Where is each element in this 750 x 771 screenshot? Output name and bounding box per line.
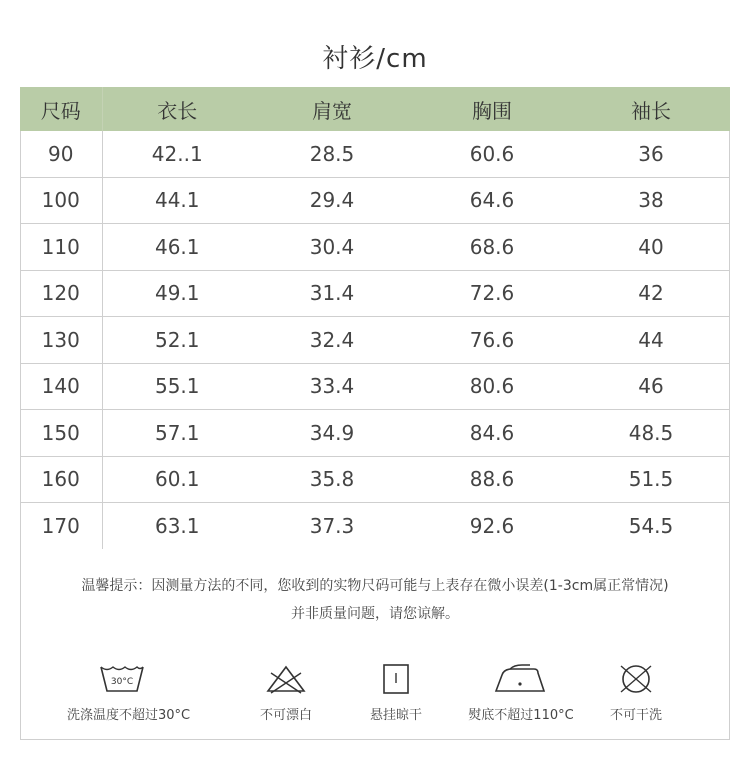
table-cell: 110 <box>20 224 102 271</box>
table-cell: 54.5 <box>572 503 730 549</box>
table-cell: 90 <box>20 131 102 177</box>
size-table <box>20 87 730 549</box>
table-cell: 60.6 <box>469 141 515 166</box>
wash-temp-label: 30°C <box>110 677 134 687</box>
table-row <box>20 410 730 457</box>
table-border-left <box>20 131 21 551</box>
table-border-right <box>729 131 730 551</box>
table-cell: 34.9 <box>252 410 412 457</box>
table-cell: 92.6 <box>412 503 572 549</box>
header-shoulder: 肩宽 <box>252 87 412 131</box>
care-bleach <box>246 663 326 723</box>
table-cell: 46.1 <box>102 224 252 271</box>
table-title: 衬衫/cm <box>322 44 428 74</box>
table-cell: 32.4 <box>252 317 412 364</box>
table-cell: 76.6 <box>412 317 572 364</box>
table-cell: 29.4 <box>252 177 412 224</box>
table-cell: 84.6 <box>412 410 572 457</box>
no-bleach-icon <box>265 663 307 695</box>
table-cell: 60.1 <box>102 456 252 503</box>
hang-dry-icon <box>381 663 411 695</box>
iron-icon <box>492 663 550 695</box>
table-cell: 55.1 <box>102 363 252 410</box>
tip-line-1: 温馨提示：因测量方法的不同，您收到的实物尺码可能与上表存在微小误差(1-3cm属正常情况) <box>81 578 669 594</box>
table-cell: 42 <box>572 270 730 317</box>
table-cell: 40 <box>572 224 730 271</box>
table-cell: 130 <box>20 317 102 364</box>
table-cell: 150 <box>20 410 102 457</box>
table-cell: 30.4 <box>252 224 412 271</box>
no-dry-clean-icon <box>616 663 656 695</box>
table-cell: 100 <box>20 177 102 224</box>
table-cell: 170 <box>20 503 102 549</box>
header-size: 尺码 <box>20 87 102 131</box>
table-cell: 88.6 <box>412 456 572 503</box>
care-label-bleach: 不可漂白 <box>259 708 312 723</box>
care-iron <box>461 663 581 723</box>
header-chest: 胸围 <box>412 87 572 131</box>
table-cell: 120 <box>20 270 102 317</box>
table-cell: 140 <box>20 363 102 410</box>
table-cell: 38 <box>572 177 730 224</box>
care-label-hang: 悬挂晾干 <box>369 708 422 723</box>
tip-line-2: 并非质量问题，请您谅解。 <box>291 606 459 622</box>
header-length: 衣长 <box>102 87 252 131</box>
care-label-dryclean: 不可干洗 <box>609 708 662 723</box>
table-cell: 64.6 <box>412 177 572 224</box>
table-cell: 160 <box>20 456 102 503</box>
care-dryclean <box>596 663 676 723</box>
table-row <box>20 177 730 224</box>
table-cell: 37.3 <box>252 503 412 549</box>
table-cell: 28.5 <box>309 141 355 166</box>
table-cell: 35.8 <box>252 456 412 503</box>
table-cell: 44 <box>572 317 730 364</box>
table-row <box>20 456 730 503</box>
table-row <box>20 503 730 549</box>
table-cell: 51.5 <box>572 456 730 503</box>
table-row <box>20 317 730 364</box>
table-cell: 46 <box>572 363 730 410</box>
table-cell: 36 <box>638 141 664 166</box>
wash-tub-icon <box>98 663 146 695</box>
table-row <box>20 224 730 271</box>
table-cell: 31.4 <box>252 270 412 317</box>
table-cell: 63.1 <box>102 503 252 549</box>
table-row <box>20 131 730 177</box>
table-cell: 48.5 <box>572 410 730 457</box>
table-cell: 68.6 <box>412 224 572 271</box>
table-cell: 80.6 <box>412 363 572 410</box>
table-cell: 52.1 <box>102 317 252 364</box>
notes-panel <box>20 551 730 740</box>
header-row <box>20 87 730 131</box>
table-cell: 49.1 <box>102 270 252 317</box>
table-cell: 33.4 <box>252 363 412 410</box>
care-hang <box>356 663 436 723</box>
table-cell: 57.1 <box>102 410 252 457</box>
table-row <box>20 270 730 317</box>
table-cell: 72.6 <box>412 270 572 317</box>
care-wash <box>67 663 191 723</box>
table-cell: 42..1 <box>151 141 203 166</box>
header-sleeve: 袖长 <box>572 87 730 131</box>
care-label-wash: 洗涤温度不超过30°C <box>67 708 191 723</box>
care-label-iron: 熨底不超过110°C <box>468 708 574 723</box>
table-row <box>20 363 730 410</box>
table-cell: 44.1 <box>102 177 252 224</box>
